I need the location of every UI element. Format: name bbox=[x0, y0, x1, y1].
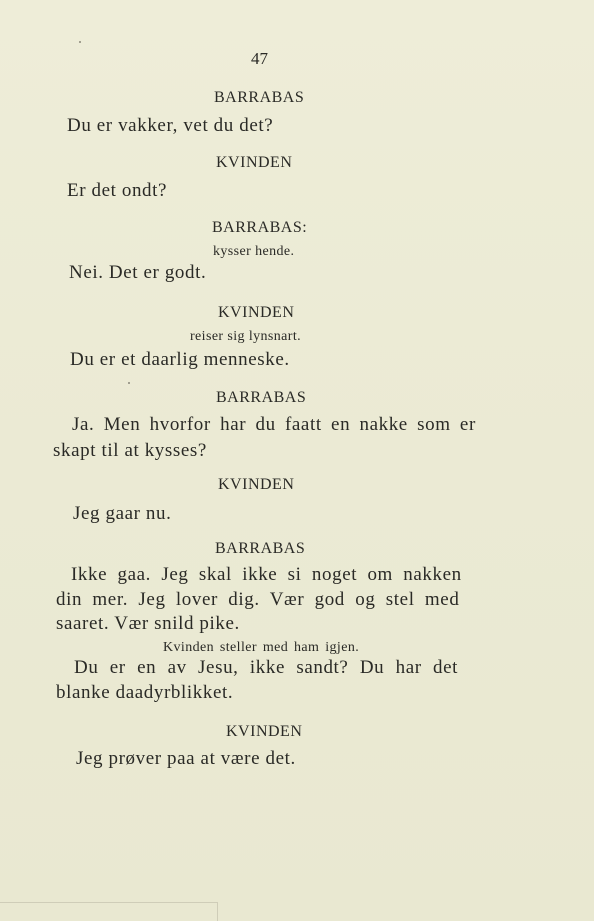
stage-direction: kysser hende. bbox=[213, 244, 295, 259]
dialogue-line: Ja. Men hvorfor har du faatt en nakke som er bbox=[72, 414, 476, 435]
speaker-name: KVINDEN bbox=[216, 154, 293, 171]
dialogue-line: Ikke gaa. Jeg skal ikke si noget om nakken bbox=[71, 564, 462, 585]
speaker-name: BARRABAS bbox=[216, 389, 307, 406]
speaker-name: KVINDEN bbox=[218, 476, 295, 493]
dialogue-line: skapt til at kysses? bbox=[53, 440, 207, 461]
dialogue-line: Du er vakker, vet du det? bbox=[67, 115, 274, 136]
dialogue-line: Du er et daarlig menneske. bbox=[70, 349, 290, 370]
stage-direction: reiser sig lynsnart. bbox=[190, 329, 302, 344]
speck bbox=[79, 41, 81, 43]
stage-direction: Kvinden steller med ham igjen. bbox=[163, 640, 360, 655]
dialogue-line: Du er en av Jesu, ikke sandt? Du har det bbox=[74, 657, 459, 678]
speaker-name: KVINDEN bbox=[218, 304, 295, 321]
dialogue-line: blanke daadyrblikket. bbox=[56, 682, 234, 703]
speaker-name: KVINDEN bbox=[226, 723, 303, 740]
dialogue-line: Jeg gaar nu. bbox=[73, 503, 172, 524]
dialogue-line: Er det ondt? bbox=[67, 180, 168, 201]
page-number: 47 bbox=[251, 49, 268, 68]
page-edge-line bbox=[0, 902, 218, 903]
dialogue-line: Nei. Det er godt. bbox=[69, 262, 207, 283]
page-edge-tick bbox=[217, 902, 218, 921]
speck bbox=[128, 382, 130, 384]
speaker-name: BARRABAS: bbox=[212, 219, 308, 236]
speaker-name: BARRABAS bbox=[215, 540, 306, 557]
dialogue-line: saaret. Vær snild pike. bbox=[56, 613, 240, 634]
dialogue-line: Jeg prøver paa at være det. bbox=[76, 748, 296, 769]
dialogue-line: din mer. Jeg lover dig. Vær god og stel med bbox=[56, 589, 460, 610]
speaker-name: BARRABAS bbox=[214, 89, 305, 106]
